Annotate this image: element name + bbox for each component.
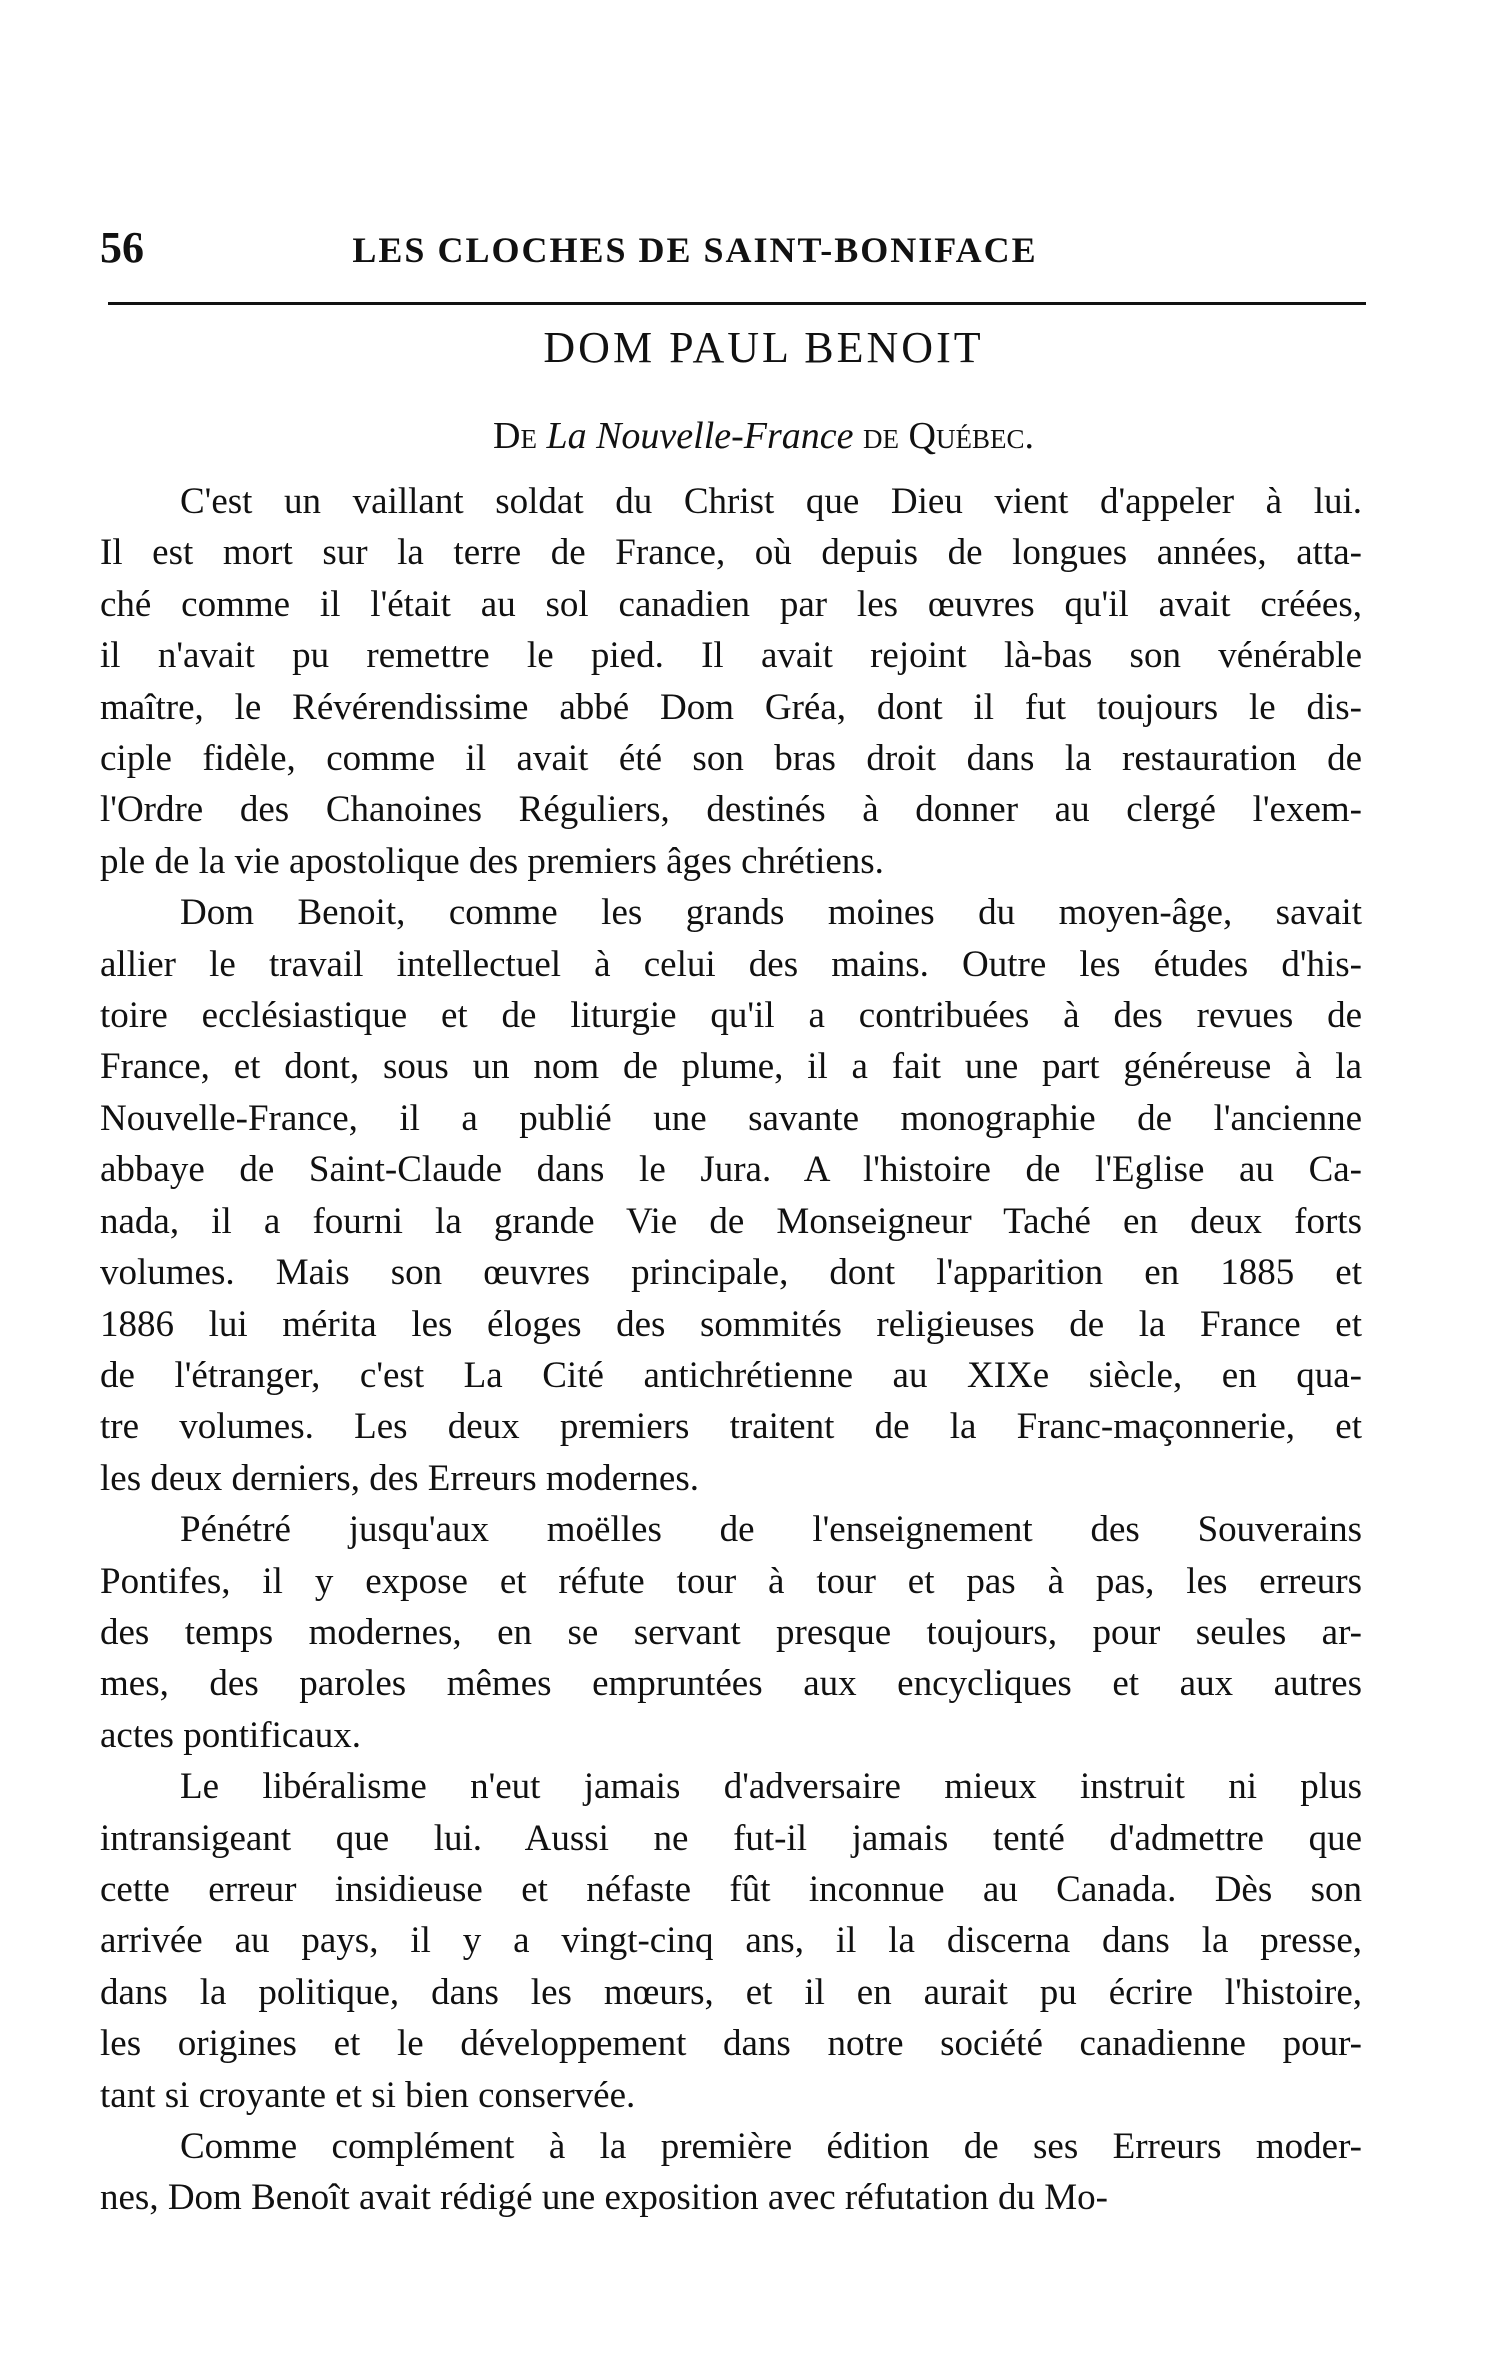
text-line: Pénétré jusqu'aux moëlles de l'enseignement des Souverains xyxy=(180,1509,1362,1551)
subtitle-prefix: De xyxy=(493,415,537,457)
text-line: ché comme il l'était au sol canadien par les œuvres qu'il avait créées, xyxy=(100,583,1362,625)
paragraph xyxy=(100,1504,1362,1761)
page-header xyxy=(100,222,1360,273)
text-line: de l'étranger, c'est La Cité antichrétienne au XIXe siècle, en qua- xyxy=(100,1354,1362,1396)
article-body xyxy=(100,476,1362,2224)
text-line: les deux derniers, des Erreurs modernes. xyxy=(100,1457,699,1499)
text-line: Pontifes, il y expose et réfute tour à tour et pas à pas, les erreurs xyxy=(100,1560,1362,1602)
subtitle-source: La Nouvelle-France xyxy=(546,415,854,457)
text-line: l'Ordre des Chanoines Réguliers, destinés à donner au clergé l'exem- xyxy=(100,789,1362,831)
text-line: cette erreur insidieuse et néfaste fût inconnue au Canada. Dès son xyxy=(100,1868,1362,1910)
article-subtitle xyxy=(0,414,1487,458)
text-line: dans la politique, dans les mœurs, et il en aurait pu écrire l'histoire, xyxy=(100,1971,1362,2013)
text-line: les origines et le développement dans notre société canadienne pour- xyxy=(100,2023,1362,2065)
paragraph xyxy=(100,476,1362,887)
text-line: toire ecclésiastique et de liturgie qu'il a contribuées à des revues de xyxy=(100,995,1362,1037)
text-line: allier le travail intellectuel à celui des mains. Outre les études d'his- xyxy=(100,943,1362,985)
text-line: ple de la vie apostolique des premiers âges chrétiens. xyxy=(100,840,884,882)
paragraph xyxy=(100,887,1362,1504)
text-line: ciple fidèle, comme il avait été son bras droit dans la restauration de xyxy=(100,738,1362,780)
text-line: 1886 lui mérita les éloges des sommités religieuses de la France et xyxy=(100,1303,1362,1345)
text-line: des temps modernes, en se servant presque toujours, pour seules ar- xyxy=(100,1611,1362,1653)
text-line: Nouvelle-France, il a publié une savante monographie de l'ancienne xyxy=(100,1097,1362,1139)
text-line: nes, Dom Benoît avait rédigé une exposition avec réfutation du Mo- xyxy=(100,2177,1108,2219)
header-rule xyxy=(108,302,1366,305)
text-line: C'est un vaillant soldat du Christ que Dieu vient d'appeler à lui. xyxy=(180,481,1362,522)
paragraph xyxy=(100,2121,1362,2224)
text-line: abbaye de Saint-Claude dans le Jura. A l'histoire de l'Eglise au Ca- xyxy=(100,1149,1362,1191)
text-line: actes pontificaux. xyxy=(100,1714,361,1756)
text-line: tant si croyante et si bien conservée. xyxy=(100,2074,636,2116)
running-title: LES CLOCHES DE SAINT-BONIFACE xyxy=(352,230,1038,270)
text-line: France, et dont, sous un nom de plume, il a fait une part généreuse à la xyxy=(100,1046,1362,1088)
text-line: Il est mort sur la terre de France, où depuis de longues années, atta- xyxy=(100,532,1362,574)
text-line: nada, il a fourni la grande Vie de Monseigneur Taché en deux forts xyxy=(100,1200,1362,1242)
text-line: tre volumes. Les deux premiers traitent de la Franc-maçonnerie, et xyxy=(100,1406,1362,1448)
page-number: 56 xyxy=(100,223,144,272)
paragraph xyxy=(100,1761,1362,2121)
subtitle-suffix: de Québec. xyxy=(863,415,1034,457)
text-line: intransigeant que lui. Aussi ne fut-il jamais tenté d'admettre que xyxy=(100,1817,1362,1859)
text-line: Comme complément à la première édition de ses Erreurs moder- xyxy=(180,2126,1362,2167)
text-line: Le libéralisme n'eut jamais d'adversaire mieux instruit ni plus xyxy=(180,1766,1362,1808)
text-line: il n'avait pu remettre le pied. Il avait rejoint là-bas son vénérable xyxy=(100,635,1362,677)
text-line: maître, le Révérendissime abbé Dom Gréa, dont il fut toujours le dis- xyxy=(100,686,1362,728)
text-line: Dom Benoit, comme les grands moines du moyen-âge, savait xyxy=(180,892,1362,934)
text-line: volumes. Mais son œuvres principale, dont l'apparition en 1885 et xyxy=(100,1252,1362,1294)
text-line: arrivée au pays, il y a vingt-cinq ans, il la discerna dans la presse, xyxy=(100,1920,1362,1962)
text-line: mes, des paroles mêmes empruntées aux encycliques et aux autres xyxy=(100,1663,1362,1705)
article-title: DOM PAUL BENOIT xyxy=(543,323,984,372)
